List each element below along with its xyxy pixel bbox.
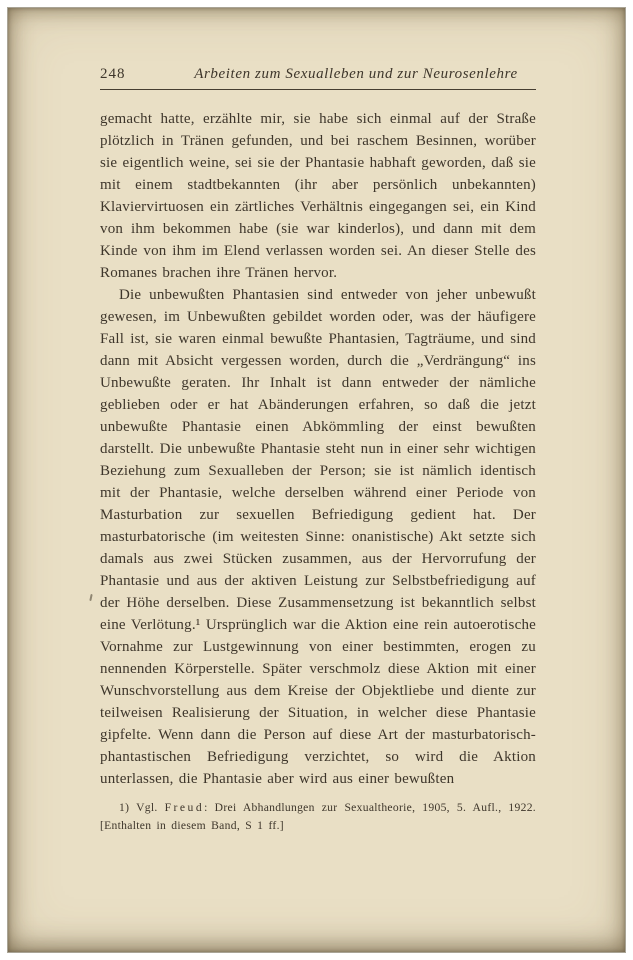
footnote-marker: 1)	[119, 801, 130, 814]
footnote	[100, 799, 536, 834]
page-content	[100, 66, 536, 834]
footnote-line	[100, 799, 536, 817]
footnote-line: [Enthalten in diesem Band, S 1 ff.]	[100, 818, 284, 832]
footnote-prefix: Vgl.	[136, 801, 158, 814]
footnote-author: Freud	[164, 801, 205, 814]
paragraph: Die unbewußten Phantasien sind entweder von jeher unbewußt gewesen, im Unbewußten gebildet worden oder, was der häufigere Fall ist, sie waren einmal bewußte Phantasien, Tagträume, und sind dann mit Absicht vergessen worden, durch die „Verdrängung“ ins Unbewußte geraten. Ihr Inhalt ist dann entweder der nämliche geblieben oder er hat Abänderungen erfahren, so daß die jetzt unbewußte Phantasie einen Abkömmling der einst bewußten darstellt. Die unbewußte Phantasie steht nun in einer sehr wichtigen Beziehung zum Sexualleben der Person; sie ist nämlich identisch mit der Phantasie, welche derselben während einer Periode von Masturbation zur sexuellen Befriedigung gedient hat. Der masturbatorische (im weitesten Sinne: onanistische) Akt setzte sich damals aus zwei Stücken zusammen, aus der Hervorrufung der Phantasie und aus der aktiven Leistung zur Selbstbefriedigung auf der Höhe derselben. Diese Zusammensetzung ist bekanntlich selbst eine Verlötung.¹ Ursprünglich war die Aktion eine rein autoerotische Vornahme zur Lustgewinnung von einer bestimmten, erogen zu nennenden Körperstelle. Später verschmolz diese Aktion mit einer Wunschvorstellung aus dem Kreise der Objektliebe und diente zur teilweisen Realisierung der Situation, in welcher diese Phantasie gipfelte. Wenn dann die Person auf diese Art der masturbatorisch-phantastischen Befriedigung verzichtet, so wird die Aktion unterlassen, die Phantasie aber wird aus einer bewußten	[100, 287, 536, 787]
paragraph: gemacht hatte, erzählte mir, sie habe sich einmal auf der Straße plötzlich in Tränen gefunden, und bei raschem Besinnen, worüber sie eigentlich weine, sei sie der Phantasie habhaft geworden, daß sie mit einem stadtbekannten (ihr aber persönlich unbekannten) Klaviervirtuosen ein zärtliches Verhältnis eingegangen sei, ein Kind von ihm bekommen habe (sie war kinderlos), und dann mit dem Kinde von ihm im Elend verlassen worden sei. An dieser Stelle des Romanes brachen ihre Tränen hervor.	[100, 111, 536, 281]
running-head: Arbeiten zum Sexualleben und zur Neurosenlehre	[194, 66, 518, 82]
body-text	[100, 108, 536, 790]
book-page-scan	[7, 7, 626, 953]
page-header	[100, 66, 536, 83]
ink-speck	[89, 594, 92, 601]
header-rule	[100, 89, 536, 90]
page-number: 248	[100, 66, 126, 82]
footnote-reference: : Drei Abhandlungen zur Sexualtheorie, 1905, 5. Aufl., 1922.	[204, 801, 536, 814]
